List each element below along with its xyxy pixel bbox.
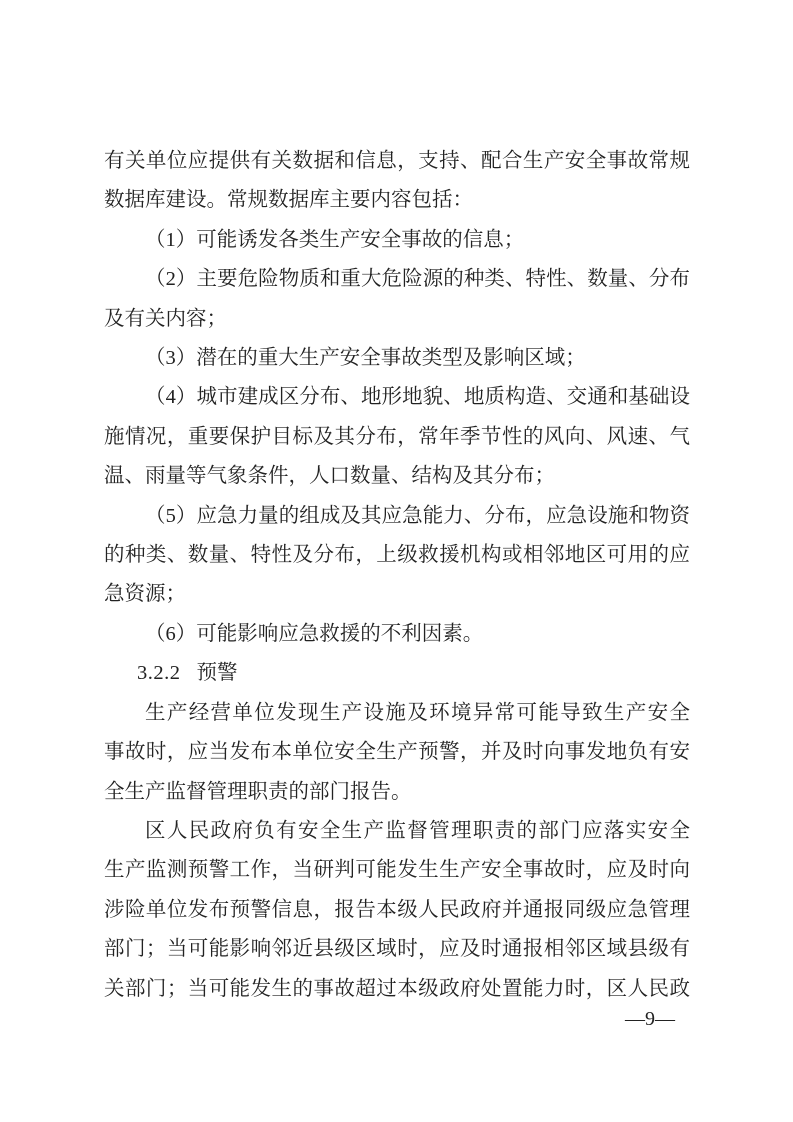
text-line: 施情况，重要保护目标及其分布，常年季节性的风向、风速、气 xyxy=(104,425,690,448)
text-line: （5）应急力量的组成及其应急能力、分布，应急设施和物资 xyxy=(145,504,690,527)
text-line: 部门；当可能影响邻近县级区域时，应及时通报相邻区域县级有 xyxy=(104,938,690,961)
text-line: （1）可能诱发各类生产安全事故的信息； xyxy=(145,228,525,251)
list-item-4 xyxy=(104,378,690,496)
section-heading-3-2-2 xyxy=(104,654,690,693)
text-line: 及有关内容； xyxy=(104,307,227,330)
text-line: 生产监测预警工作，当研判可能发生生产安全事故时，应及时向 xyxy=(104,859,690,882)
paragraph-enterprise-warning xyxy=(104,694,690,812)
text-line: （3）潜在的重大生产安全事故类型及影响区域； xyxy=(145,347,586,370)
page-number: —9— xyxy=(625,1008,675,1030)
list-item-2 xyxy=(104,260,690,339)
text-line: 事故时，应当发布本单位安全生产预警，并及时向事发地负有安 xyxy=(104,741,690,764)
list-item-1 xyxy=(104,221,690,260)
text-line: 涉险单位发布预警信息，报告本级人民政府并通报同级应急管理 xyxy=(104,898,690,921)
text-line: 全生产监督管理职责的部门报告。 xyxy=(104,780,412,803)
list-item-3 xyxy=(104,339,690,378)
section-number: 3.2.2 xyxy=(137,662,181,685)
paragraph-database-continuation xyxy=(104,142,690,221)
text-line: 温、雨量等气象条件，人口数量、结构及其分布； xyxy=(104,465,555,488)
text-line: 区人民政府负有安全生产监督管理职责的部门应落实安全 xyxy=(145,819,690,842)
paragraph-district-warning xyxy=(104,812,690,1009)
section-title: 预警 xyxy=(196,662,238,685)
list-item-6 xyxy=(104,615,690,654)
list-item-5 xyxy=(104,497,690,615)
text-line: （6）可能影响应急救援的不利因素。 xyxy=(145,622,484,645)
text-line: 生产经营单位发现生产设施及环境异常可能导致生产安全 xyxy=(145,701,690,724)
text-line: 关部门；当可能发生的事故超过本级政府处置能力时，区人民政 xyxy=(104,977,690,1000)
document-text-block xyxy=(104,142,690,1009)
text-line: （4）城市建成区分布、地形地貌、地质构造、交通和基础设 xyxy=(145,386,690,409)
text-line: 急资源； xyxy=(104,583,186,606)
text-line: 数据库建设。常规数据库主要内容包括： xyxy=(104,189,473,212)
text-line: 的种类、数量、特性及分布，上级救援机构或相邻地区可用的应 xyxy=(104,544,690,567)
text-line: （2）主要危险物质和重大危险源的种类、特性、数量、分布 xyxy=(145,268,690,291)
text-line: 有关单位应提供有关数据和信息，支持、配合生产安全事故常规 xyxy=(104,150,690,172)
